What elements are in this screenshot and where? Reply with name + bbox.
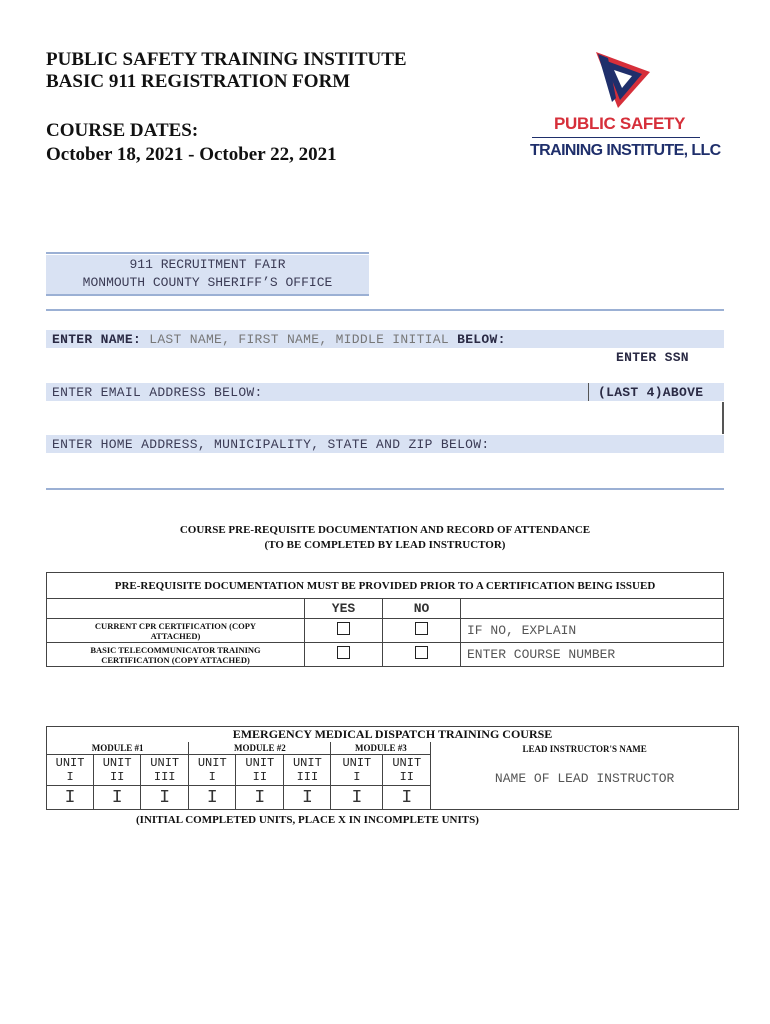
yes-header: YES xyxy=(305,599,383,619)
emd-footer: (INITIAL COMPLETED UNITS, PLACE X IN INCOMPLETE UNITS) xyxy=(136,814,479,826)
checkbox-icon xyxy=(337,622,350,635)
telecom-no-checkbox[interactable] xyxy=(383,643,461,667)
email-input[interactable] xyxy=(46,402,724,434)
unit-word: UNIT xyxy=(392,756,422,770)
address-input[interactable] xyxy=(46,454,724,488)
ssn-line1: ENTER SSN xyxy=(616,350,689,365)
unit-initial-input[interactable]: I xyxy=(47,786,94,810)
prereq-heading-line2: (TO BE COMPLETED BY LEAD INSTRUCTOR) xyxy=(264,539,506,551)
event-box xyxy=(46,255,369,296)
unit-number: II xyxy=(252,770,268,784)
unit-header xyxy=(141,755,189,786)
course-dates-label: COURSE DATES: xyxy=(46,120,199,141)
prereq-blank-header-right xyxy=(461,599,724,619)
course-dates-value: October 18, 2021 - October 22, 2021 xyxy=(46,144,337,165)
cpr-explain-input[interactable]: IF NO, EXPLAIN xyxy=(461,619,724,643)
prereq-row-label: CURRENT CPR CERTIFICATION (COPY ATTACHED) xyxy=(47,619,305,643)
ssn-line2: (LAST 4)ABOVE xyxy=(598,385,704,400)
prereq-blank-header xyxy=(47,599,305,619)
email-label: ENTER EMAIL ADDRESS BELOW: xyxy=(52,385,263,400)
emd-title: EMERGENCY MEDICAL DISPATCH TRAINING COURSE xyxy=(47,727,739,743)
unit-word: UNIT xyxy=(150,756,180,770)
prereq-table-title: PRE-REQUISITE DOCUMENTATION MUST BE PROVIDED PRIOR TO A CERTIFICATION BEING ISSUED xyxy=(47,573,724,599)
name-label-bold: ENTER NAME: xyxy=(52,332,142,347)
no-header: NO xyxy=(383,599,461,619)
logo-line1: PUBLIC SAFETY xyxy=(554,114,686,133)
unit-initial-input[interactable]: I xyxy=(331,786,383,810)
module1-header: MODULE #1 xyxy=(47,742,189,755)
unit-number: I xyxy=(353,770,361,784)
unit-header xyxy=(331,755,383,786)
prereq-heading xyxy=(46,523,724,553)
unit-word: UNIT xyxy=(55,756,85,770)
unit-number: II xyxy=(399,770,414,784)
unit-initial-input[interactable]: I xyxy=(141,786,189,810)
course-number-input[interactable]: ENTER COURSE NUMBER xyxy=(461,643,724,667)
name-label xyxy=(52,332,506,347)
module2-header: MODULE #2 xyxy=(189,742,331,755)
unit-word: UNIT xyxy=(245,756,275,770)
unit-number: I xyxy=(208,770,216,784)
course-dates xyxy=(46,120,337,166)
lead-instructor-input[interactable]: NAME OF LEAD INSTRUCTOR xyxy=(494,771,675,786)
prereq-row-label: BASIC TELECOMMUNICATOR TRAINING CERTIFICATION (COPY ATTACHED) xyxy=(47,643,305,667)
event-top-rule xyxy=(46,252,369,254)
ssn-label-bottom xyxy=(598,385,703,400)
logo xyxy=(528,50,721,170)
prereq-heading-line1: COURSE PRE-REQUISITE DOCUMENTATION AND RECORD OF ATTENDANCE xyxy=(179,524,591,536)
unit-initial-input[interactable]: I xyxy=(383,786,431,810)
prereq-table xyxy=(46,572,724,667)
logo-line2: TRAINING INSTITUTE, LLC xyxy=(530,142,721,159)
unit-number: III xyxy=(296,770,319,784)
unit-number: II xyxy=(109,770,125,784)
unit-header xyxy=(47,755,94,786)
checkbox-icon xyxy=(415,622,428,635)
event-line1: 911 RECRUITMENT FAIR xyxy=(129,257,286,272)
unit-initial-input[interactable]: I xyxy=(94,786,141,810)
ssn-divider xyxy=(588,383,589,401)
ssn-label-top xyxy=(616,350,689,365)
unit-initial-input[interactable]: I xyxy=(236,786,284,810)
unit-initial-input[interactable]: I xyxy=(189,786,236,810)
address-bottom-rule xyxy=(46,488,724,490)
checkbox-icon xyxy=(415,646,428,659)
unit-header xyxy=(383,755,431,786)
lead-instructor-cell xyxy=(431,742,739,810)
checkbox-icon xyxy=(337,646,350,659)
name-label-light: LAST NAME, FIRST NAME, MIDDLE INITIAL xyxy=(149,332,449,347)
lead-instructor-label: LEAD INSTRUCTOR'S NAME xyxy=(522,744,647,754)
unit-number: III xyxy=(153,770,176,784)
event-line2: MONMOUTH COUNTY SHERIFF’S OFFICE xyxy=(82,275,333,290)
unit-word: UNIT xyxy=(102,756,132,770)
logo-divider xyxy=(532,137,700,138)
unit-header xyxy=(284,755,331,786)
unit-header xyxy=(189,755,236,786)
name-top-rule xyxy=(46,309,724,311)
unit-header xyxy=(94,755,141,786)
logo-triangle-icon xyxy=(594,50,654,112)
address-label: ENTER HOME ADDRESS, MUNICIPALITY, STATE AND ZIP BELOW: xyxy=(52,437,490,452)
cpr-yes-checkbox[interactable] xyxy=(305,619,383,643)
unit-word: UNIT xyxy=(292,756,322,770)
name-input[interactable] xyxy=(46,348,586,382)
title-line2: BASIC 911 REGISTRATION FORM xyxy=(46,71,351,92)
unit-number: I xyxy=(66,770,74,784)
unit-initial-input[interactable]: I xyxy=(284,786,331,810)
form-title xyxy=(46,49,407,93)
telecom-yes-checkbox[interactable] xyxy=(305,643,383,667)
name-label-tail: BELOW: xyxy=(457,332,506,347)
title-line1: PUBLIC SAFETY TRAINING INSTITUTE xyxy=(46,49,407,70)
cpr-no-checkbox[interactable] xyxy=(383,619,461,643)
unit-word: UNIT xyxy=(342,756,372,770)
emd-table xyxy=(46,726,739,810)
unit-word: UNIT xyxy=(197,756,227,770)
module3-header: MODULE #3 xyxy=(331,742,431,755)
unit-header xyxy=(236,755,284,786)
